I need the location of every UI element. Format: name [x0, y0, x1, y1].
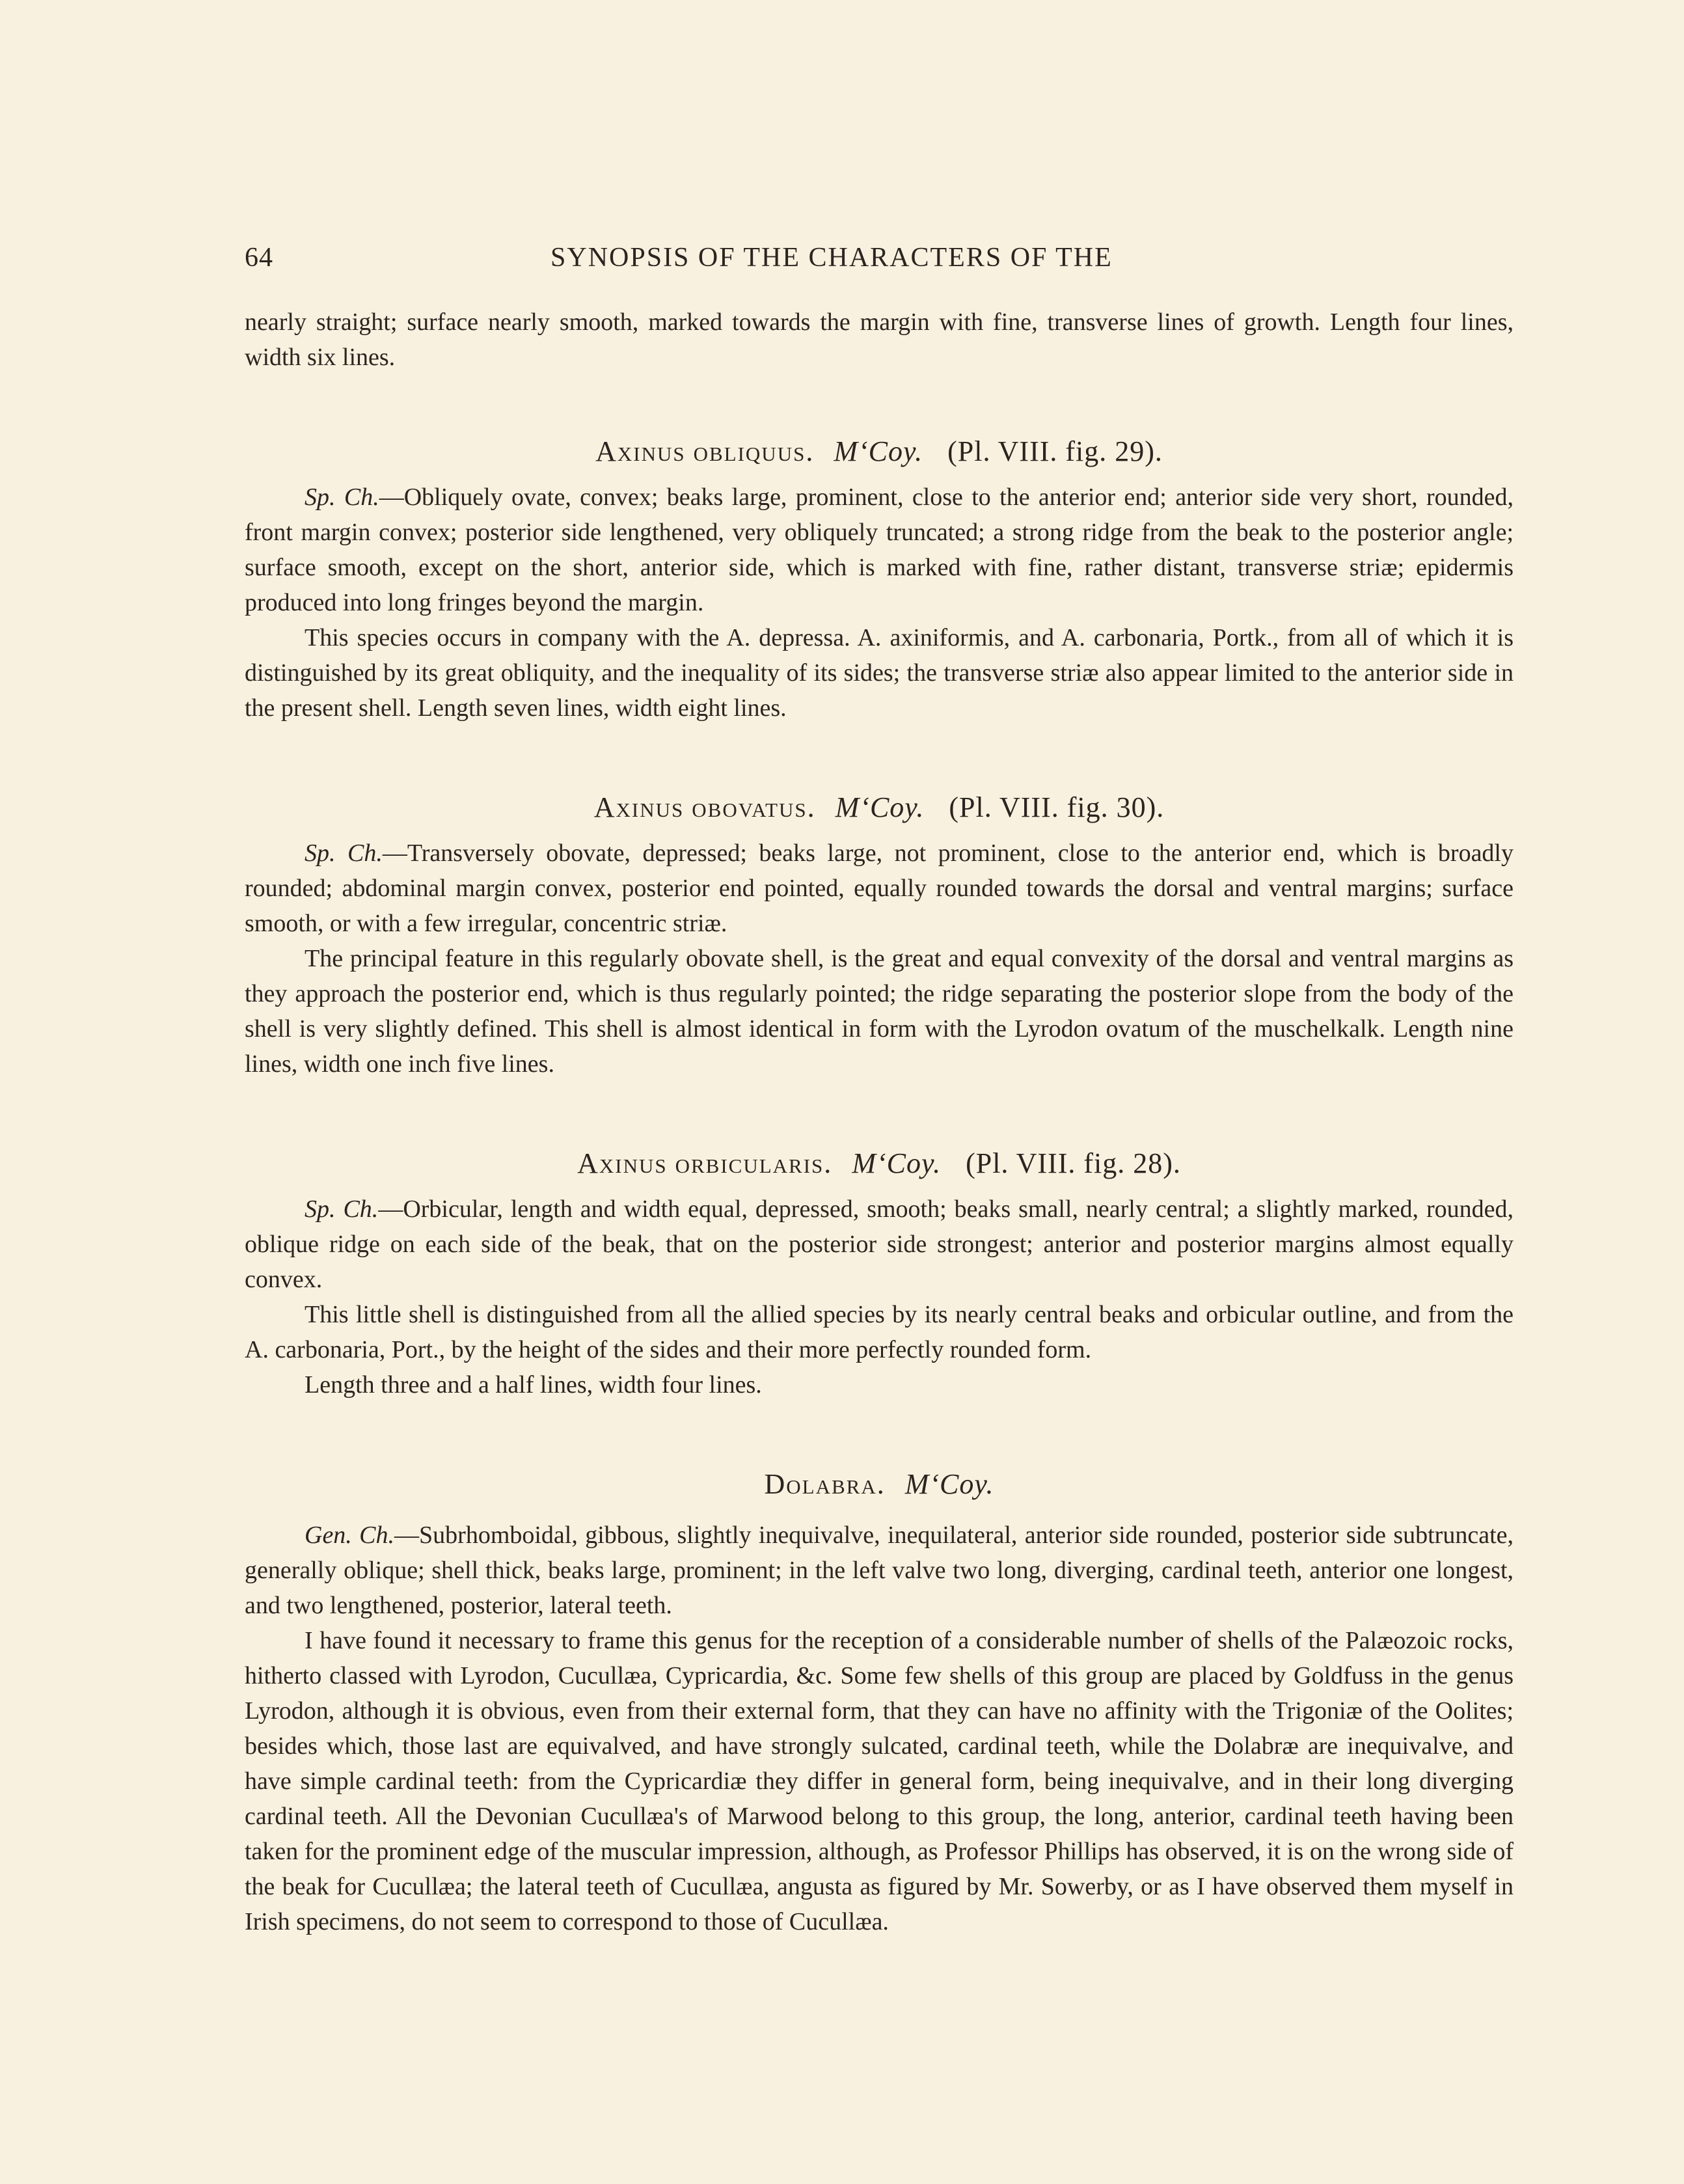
species-name: obliquus.: [693, 435, 815, 467]
characters-text: —Orbicular, length and width equal, depressed, smooth; beaks small, nearly central; a slightly marked, rounded, oblique ridge on each side of the beak, that on the posterior side strongest; anterior and posterior margins almost equally convex.: [245, 1195, 1514, 1293]
running-title: SYNOPSIS OF THE CHARACTERS OF THE: [550, 243, 1113, 273]
species-heading-obliquus: [245, 435, 1514, 468]
genus-heading-dolabra: [245, 1467, 1514, 1501]
characters-label: Gen. Ch.: [305, 1522, 395, 1549]
species-name: obovatus.: [692, 791, 816, 823]
plate-reference: (Pl. VIII. fig. 29).: [947, 435, 1163, 467]
genus-characters: [245, 1518, 1514, 1623]
plate-reference: (Pl. VIII. fig. 28).: [966, 1147, 1181, 1179]
characters-label: Sp. Ch.: [305, 484, 379, 511]
continuation-paragraph: nearly straight; surface nearly smooth, marked towards the margin with fine, transverse lines of growth. Length four lines, width six lines.: [245, 308, 1514, 371]
species-dimensions: Length three and a half lines, width four lines.: [305, 1371, 762, 1399]
page-number: 64: [245, 243, 273, 273]
species-characters: [245, 836, 1514, 941]
author-name: M‘Coy.: [835, 791, 925, 823]
species-remarks: This little shell is distinguished from all the allied species by its nearly central beaks and orbicular outline, and from the A. carbonaria, Port., by the height of the sides and their more perfectly rounded form.: [245, 1301, 1514, 1363]
species-remarks: The principal feature in this regularly obovate shell, is the great and equal convexity of the dorsal and ventral margins as they approach the posterior end, which is thus regularly pointed; the ridge separating the posterior slope from the body of the shell is very slightly defined. This shell is almost identical in form with the Lyrodon ovatum of the muschelkalk. Length nine lines, width one inch five lines.: [245, 945, 1514, 1078]
genus-name: Axinus: [593, 791, 685, 823]
page-header: [245, 242, 1520, 281]
characters-text: —Obliquely ovate, convex; beaks large, prominent, close to the anterior end; anterior side very short, rounded, front margin convex; posterior side lengthened, very obliquely truncated; a strong ridge from the beak to the posterior angle; surface smooth, except on the short, anterior side, which is marked with fine, rather distant, transverse striæ; epidermis produced into long fringes beyond the margin.: [245, 484, 1514, 616]
genus-remarks: I have found it necessary to frame this genus for the reception of a considerable number of shells of the Palæozoic rocks, hitherto classed with Lyrodon, Cucullæa, Cypricardia, &c. Some few shells of this group are placed by Goldfuss in the genus Lyrodon, although it is obvious, even from their external form, that they can have no affinity with the Trigoniæ of the Oolites; besides which, those last are equivalved, and have strongly sulcated, cardinal teeth, while the Dolabræ are inequivalve, and have simple cardinal teeth: from the Cypricardiæ they differ in general form, being inequivalve, and in their long diverging cardinal teeth. All the Devonian Cucullæa's of Marwood belong to this group, the long, anterior, cardinal teeth having been taken for the prominent edge of the muscular impression, although, as Professor Phillips has observed, it is on the wrong side of the beak for Cucullæa; the lateral teeth of Cucullæa, angusta as figured by Mr. Sowerby, or as I have observed them myself in Irish specimens, do not seem to correspond to those of Cucullæa.: [245, 1627, 1514, 1935]
characters-text: —Transversely obovate, depressed; beaks large, not prominent, close to the anterior end, which is broadly rounded; abdominal margin convex, posterior end pointed, equally rounded towards the dorsal and ventral margins; surface smooth, or with a few irregular, concentric striæ.: [245, 839, 1514, 937]
species-name: orbicularis.: [675, 1147, 833, 1179]
characters-label: Sp. Ch.: [305, 839, 383, 867]
characters-text: —Subrhomboidal, gibbous, slightly inequivalve, inequilateral, anterior side rounded, posterior side subtruncate, generally oblique; shell thick, beaks large, prominent; in the left valve two long, diverging, cardinal teeth, anterior one longest, and two lengthened, posterior, lateral teeth.: [245, 1522, 1514, 1619]
author-name: M‘Coy.: [834, 435, 923, 467]
species-heading-obovatus: [245, 791, 1514, 824]
genus-name: Dolabra.: [764, 1468, 886, 1500]
genus-name: Axinus: [577, 1147, 668, 1179]
species-remarks: This species occurs in company with the A. depressa. A. axiniformis, and A. carbonaria, Portk., from all of which it is distinguished by its great obliquity, and the inequality of its sides; the transverse striæ also appear limited to the anterior side in the present shell. Length seven lines, width eight lines.: [245, 624, 1514, 722]
genus-name: Axinus: [595, 435, 686, 467]
plate-reference: (Pl. VIII. fig. 30).: [949, 791, 1165, 823]
author-name: M‘Coy.: [852, 1147, 942, 1179]
species-characters: [245, 480, 1514, 620]
characters-label: Sp. Ch.: [305, 1195, 379, 1223]
species-characters: [245, 1192, 1514, 1297]
page-body: [245, 305, 1514, 1939]
author-name: M‘Coy.: [904, 1468, 994, 1500]
species-heading-orbicularis: [245, 1147, 1514, 1180]
